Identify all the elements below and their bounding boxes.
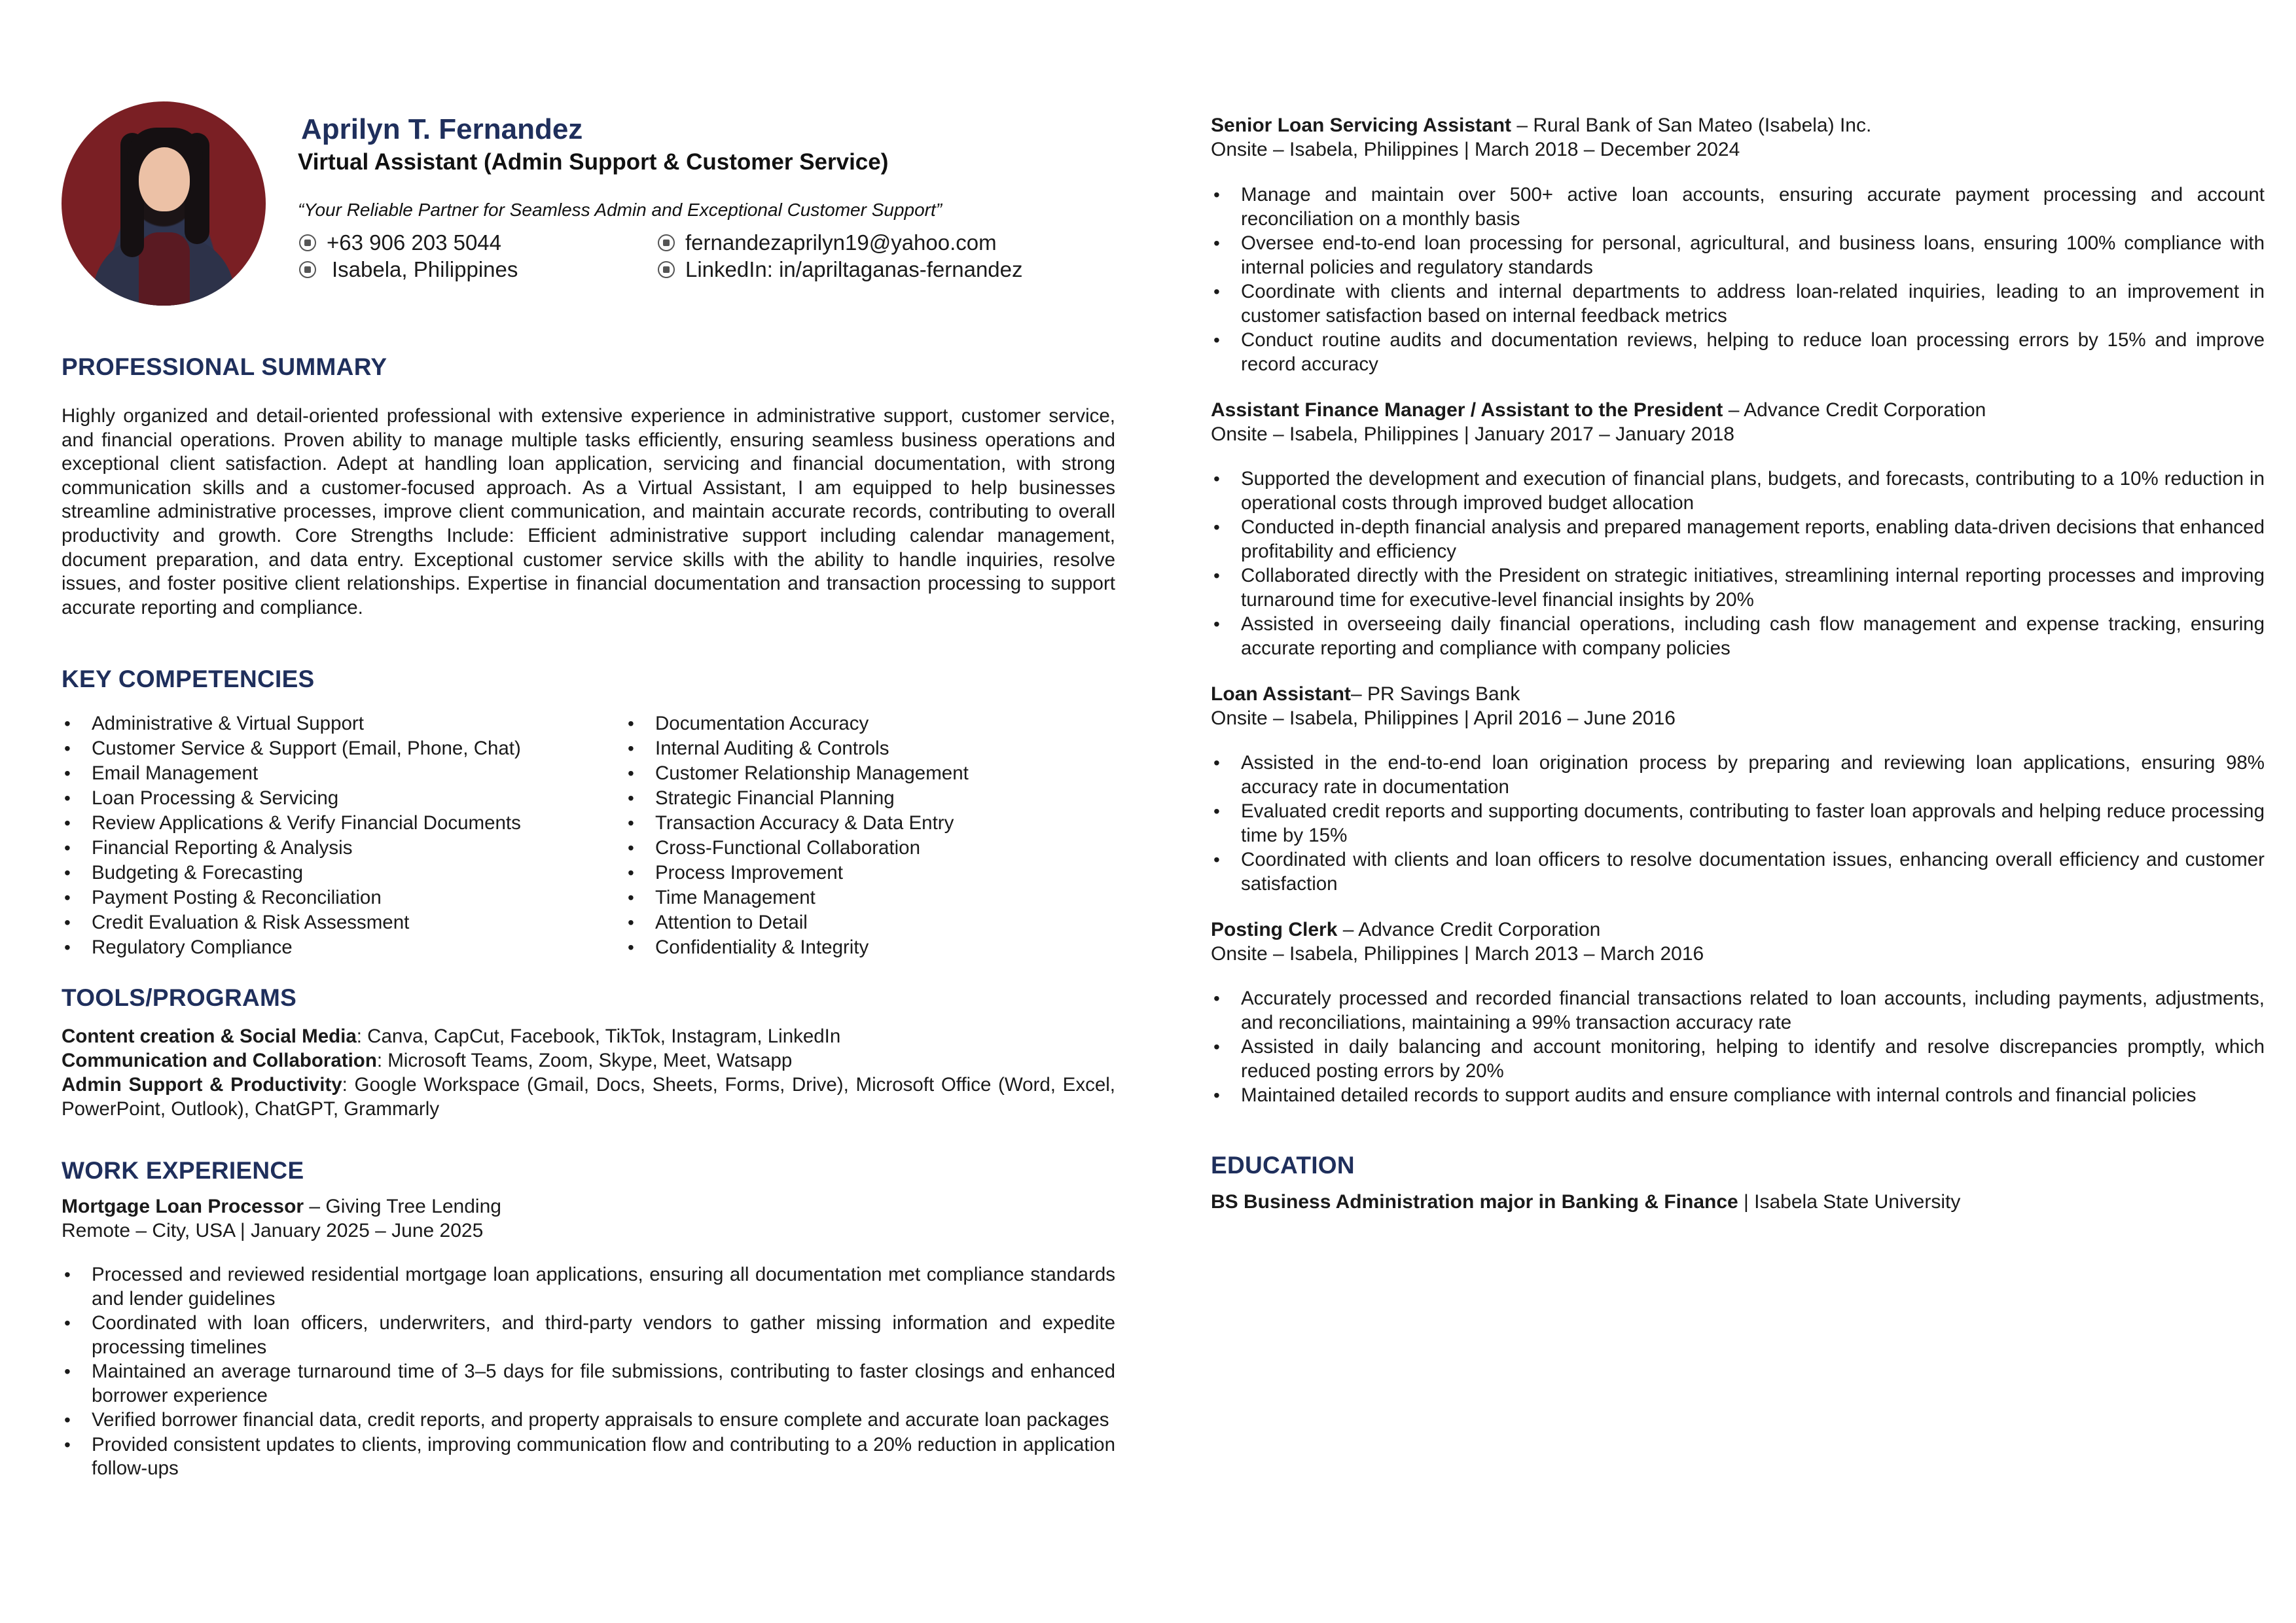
education-degree: BS Business Administration major in Banking & Finance [1211, 1191, 1738, 1213]
job-meta: Onsite – Isabela, Philippines | January 2017 – January 2018 [1211, 423, 1734, 445]
job-company: – Advance Credit Corporation [1337, 919, 1601, 940]
education-heading: EDUCATION [1211, 1152, 1355, 1179]
list-item: • Verified borrower financial data, credit reports, and property appraisals to ensure complete and accurate loan packages [62, 1408, 1115, 1433]
job-company: – PR Savings Bank [1350, 683, 1520, 705]
job-2-bullets [1211, 183, 2265, 377]
list-item: • Email Management [62, 761, 585, 786]
tools-comm-label: Communication and Collaboration [62, 1050, 377, 1071]
list-item: • Cross-Functional Collaboration [625, 836, 1122, 861]
phone-text: +63 906 203 5044 [327, 230, 502, 255]
education-entry [1211, 1190, 1960, 1215]
profile-photo [62, 101, 266, 306]
tools-admin-row [62, 1073, 1115, 1121]
list-item: • Strategic Financial Planning [625, 786, 1122, 811]
list-item: • Attention to Detail [625, 910, 1122, 935]
list-item: • Accurately processed and recorded financial transactions related to loan accounts, including payments, adjustments, and reconciliations, maintaining a 99% transaction accuracy rate [1211, 987, 2265, 1035]
competencies-heading: KEY COMPETENCIES [62, 666, 315, 692]
email-text[interactable]: fernandezaprilyn19@yahoo.com [685, 230, 997, 255]
phone-icon [299, 234, 316, 251]
list-item: • Evaluated credit reports and supporting documents, contributing to faster loan approvals and helping reduce processing time by 15% [1211, 800, 2265, 847]
list-item: • Oversee end-to-end loan processing for personal, agricultural, and business loans, ensuring 100% compliance with internal policies and regulatory standards [1211, 232, 2265, 279]
job-4-bullets [1211, 751, 2265, 897]
list-item: • Credit Evaluation & Risk Assessment [62, 910, 585, 935]
tools-content-label: Content creation & Social Media [62, 1026, 357, 1047]
tools-comm-value: : Microsoft Teams, Zoom, Skype, Meet, Watsapp [376, 1050, 793, 1071]
job-5-header [1211, 918, 1704, 966]
phone-contact [299, 230, 501, 255]
list-item: • Assisted in daily balancing and account monitoring, helping to identify and resolve discrepancies promptly, which reduced posting errors by 20% [1211, 1035, 2265, 1083]
list-item: • Supported the development and execution of financial plans, budgets, and forecasts, contributing to a 10% reduction in operational costs through improved budget allocation [1211, 467, 2265, 515]
list-item: • Manage and maintain over 500+ active loan accounts, ensuring accurate payment processing and account reconciliation on a monthly basis [1211, 183, 2265, 231]
location-contact [299, 257, 518, 282]
work-heading: WORK EXPERIENCE [62, 1157, 304, 1184]
list-item: • Review Applications & Verify Financial Documents [62, 811, 585, 836]
job-title: Mortgage Loan Processor [62, 1196, 304, 1217]
list-item: • Documentation Accuracy [625, 711, 1122, 736]
education-school: | Isabela State University [1738, 1191, 1961, 1213]
list-item: • Time Management [625, 885, 1122, 910]
list-item: • Conducted in-depth financial analysis and prepared management reports, enabling data-driven decisions that enhanced profitability and efficiency [1211, 516, 2265, 563]
list-item: • Regulatory Compliance [62, 935, 585, 960]
list-item: • Assisted in the end-to-end loan origination process by preparing and reviewing loan applications, ensuring 98% accuracy rate in documentation [1211, 751, 2265, 799]
list-item: • Processed and reviewed residential mortgage loan applications, ensuring all documentation met compliance standards and lender guidelines [62, 1263, 1115, 1311]
email-contact[interactable] [658, 230, 997, 255]
list-item: • Customer Service & Support (Email, Phone, Chat) [62, 736, 585, 761]
location-text: Isabela, Philippines [332, 257, 518, 281]
tagline: “Your Reliable Partner for Seamless Admin and Exceptional Customer Support” [298, 200, 942, 220]
list-item: • Financial Reporting & Analysis [62, 836, 585, 861]
list-item: • Loan Processing & Servicing [62, 786, 585, 811]
linkedin-icon [658, 261, 675, 278]
job-5-bullets [1211, 987, 2265, 1109]
job-3-bullets [1211, 467, 2265, 661]
summary-text: Highly organized and detail-oriented professional with extensive experience in administrative support, customer service, and financial operations. Proven ability to manage multiple tasks efficiently, ensuring seamless business operations and exceptional client satisfaction. Adept at handling loan application, servicing and financial documentation, with strong communication skills and a customer-focused approach. As a Virtual Assistant, I am equipped to help businesses streamline administrative processes, improve client communication, and maintain accurate records, contributing to overall productivity and growth. Core Strengths Include: Efficient administrative support including calendar management, document preparation, and data entry. Exceptional customer service skills with the ability to handle inquiries, resolve issues, and foster positive client relationships. Expertise in financial documentation and transaction processing to support accurate reporting and compliance. [62, 405, 1115, 618]
linkedin-text[interactable]: LinkedIn: in/apriltaganas-fernandez [685, 257, 1023, 281]
list-item: • Coordinated with loan officers, underwriters, and third-party vendors to gather missing information and expedite processing timelines [62, 1311, 1115, 1359]
candidate-role: Virtual Assistant (Admin Support & Customer Service) [298, 149, 889, 175]
summary-heading: PROFESSIONAL SUMMARY [62, 353, 387, 380]
tools-admin-value: : Google Workspace (Gmail, Docs, Sheets, Forms, Drive), Microsoft Office (Word, Excel, PowerPoint, Outlook), ChatGPT, Grammarly [62, 1074, 1115, 1120]
competencies-list-left [62, 711, 585, 960]
tools-heading: TOOLS/PROGRAMS [62, 984, 297, 1011]
job-meta: Remote – City, USA | January 2025 – June 2025 [62, 1219, 484, 1241]
list-item: • Coordinate with clients and internal departments to address loan-related inquiries, leading to an improvement in customer satisfaction based on internal feedback metrics [1211, 280, 2265, 328]
job-meta: Onsite – Isabela, Philippines | April 2016 – June 2016 [1211, 707, 1676, 729]
competencies-list-right [625, 711, 1122, 960]
job-title: Assistant Finance Manager / Assistant to the President [1211, 399, 1723, 421]
list-item: • Maintained detailed records to support audits and ensure compliance with internal controls and financial policies [1211, 1084, 2265, 1108]
list-item: • Provided consistent updates to clients, improving communication flow and contributing to a 20% reduction in application follow-ups [62, 1433, 1115, 1481]
job-company: – Advance Credit Corporation [1723, 399, 1986, 421]
list-item: • Assisted in overseeing daily financial operations, including cash flow management and expense tracking, ensuring accurate reporting and compliance with company policies [1211, 613, 2265, 660]
list-item: • Conduct routine audits and documentation reviews, helping to reduce loan processing errors by 15% and improve record accuracy [1211, 329, 2265, 376]
list-item: • Customer Relationship Management [625, 761, 1122, 786]
tools-list [62, 1024, 1115, 1121]
candidate-name: Aprilyn T. Fernandez [301, 113, 583, 145]
job-1-header [62, 1195, 501, 1243]
job-4-header [1211, 683, 1676, 730]
job-meta: Onsite – Isabela, Philippines | March 2013 – March 2016 [1211, 942, 1704, 965]
list-item: • Budgeting & Forecasting [62, 861, 585, 885]
list-item: • Transaction Accuracy & Data Entry [625, 811, 1122, 836]
job-company: – Rural Bank of San Mateo (Isabela) Inc. [1511, 115, 1872, 136]
job-3-header [1211, 399, 1986, 446]
tools-admin-label: Admin Support & Productivity [62, 1074, 342, 1096]
job-meta: Onsite – Isabela, Philippines | March 2018 – December 2024 [1211, 138, 1740, 160]
job-title: Loan Assistant [1211, 683, 1351, 705]
list-item: • Payment Posting & Reconciliation [62, 885, 585, 910]
job-company: – Giving Tree Lending [304, 1196, 501, 1217]
location-pin-icon [299, 261, 316, 278]
linkedin-contact[interactable] [658, 257, 1023, 282]
list-item: • Confidentiality & Integrity [625, 935, 1122, 960]
list-item: • Administrative & Virtual Support [62, 711, 585, 736]
list-item: • Coordinated with clients and loan officers to resolve documentation issues, enhancing overall efficiency and customer satisfaction [1211, 848, 2265, 896]
tools-content-value: : Canva, CapCut, Facebook, TikTok, Instagram, LinkedIn [356, 1026, 841, 1047]
tools-content-row [62, 1024, 1115, 1048]
list-item: • Collaborated directly with the President on strategic initiatives, streamlining internal reporting processes and improving turnaround time for executive-level financial insights by 20% [1211, 564, 2265, 612]
list-item: • Process Improvement [625, 861, 1122, 885]
list-item: • Internal Auditing & Controls [625, 736, 1122, 761]
job-1-bullets [62, 1263, 1115, 1482]
job-2-header [1211, 114, 1871, 162]
email-icon [658, 234, 675, 251]
tools-comm-row [62, 1048, 1115, 1073]
job-title: Senior Loan Servicing Assistant [1211, 115, 1512, 136]
job-title: Posting Clerk [1211, 919, 1338, 940]
list-item: • Maintained an average turnaround time of 3–5 days for file submissions, contributing to faster closings and enhanced borrower experience [62, 1360, 1115, 1408]
